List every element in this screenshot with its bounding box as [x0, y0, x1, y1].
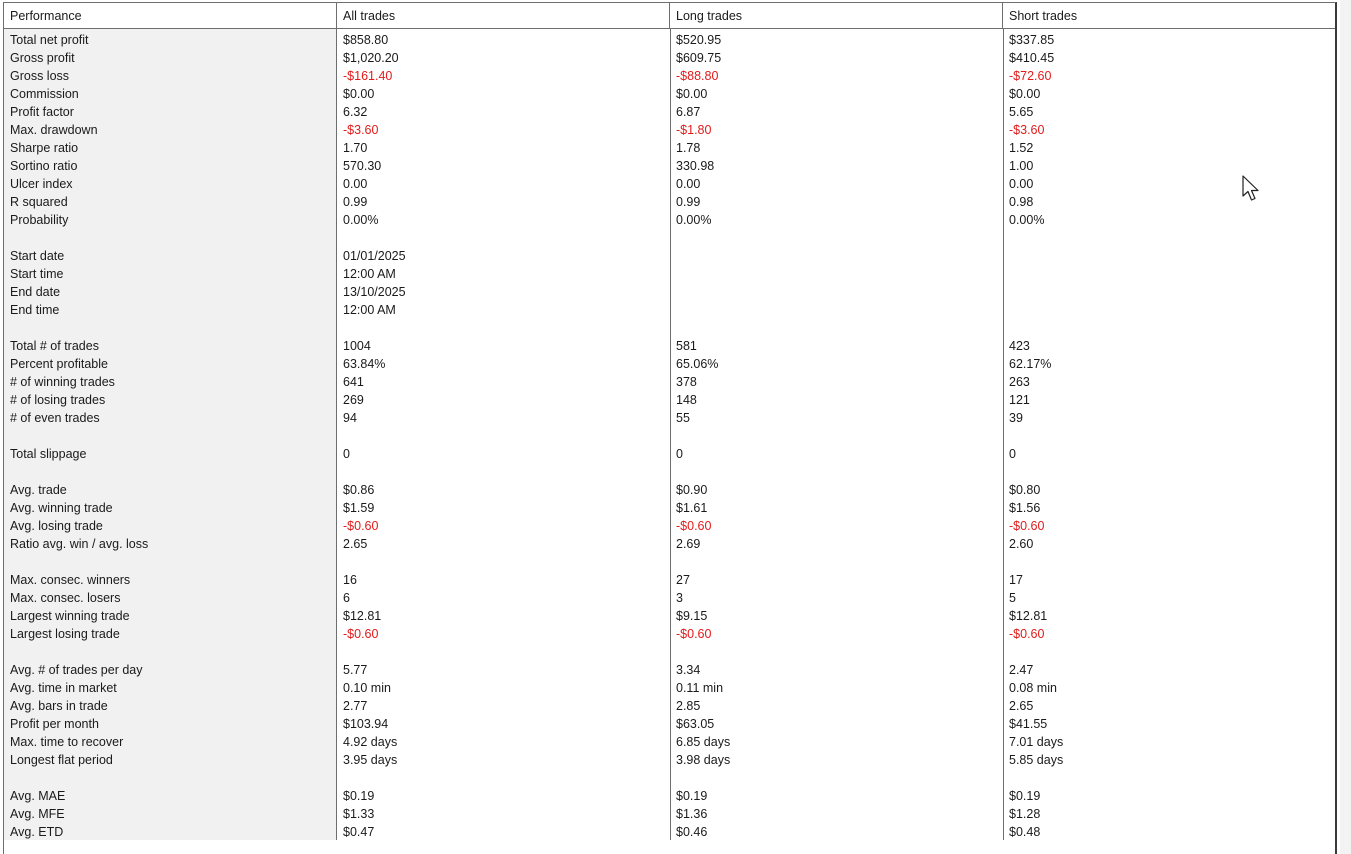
row-label: [4, 319, 337, 337]
all-trades-value: 3.95 days: [343, 753, 398, 767]
table-row: [4, 697, 1338, 715]
table-row: [4, 589, 1338, 607]
short-trades-value: 2.47: [1009, 663, 1034, 677]
all-trades-value: -$0.60: [343, 627, 379, 641]
short-trades-value: 0.98: [1009, 195, 1034, 209]
long-trades-value: -$1.80: [676, 123, 712, 137]
row-label: # of winning trades: [10, 375, 115, 389]
short-trades-value: 0.08 min: [1009, 681, 1057, 695]
long-trades-value: 330.98: [676, 159, 715, 173]
row-label: Avg. trade: [10, 483, 67, 497]
all-trades-value: $0.47: [343, 825, 375, 839]
column-header-short-trades[interactable]: Short trades: [1009, 9, 1078, 23]
row-label: Max. consec. losers: [10, 591, 121, 605]
all-trades-value: $0.86: [343, 483, 375, 497]
table-row: [4, 139, 1338, 157]
short-trades-value: $0.48: [1009, 825, 1041, 839]
row-label: Largest winning trade: [10, 609, 130, 623]
row-label: Profit factor: [10, 105, 74, 119]
all-trades-value: 16: [343, 573, 357, 587]
table-row: [4, 301, 1338, 319]
all-trades-value: 12:00 AM: [343, 267, 396, 281]
table-header: [4, 3, 1335, 29]
short-trades-value: 1.00: [1009, 159, 1034, 173]
row-label: End time: [10, 303, 60, 317]
all-trades-value: 63.84%: [343, 357, 386, 371]
table-row: [4, 265, 1338, 283]
column-header-long-trades[interactable]: Long trades: [670, 3, 1003, 29]
all-trades-value: -$161.40: [343, 69, 393, 83]
short-trades-value: 2.60: [1009, 537, 1034, 551]
table-row: [4, 175, 1338, 193]
table-row: [4, 409, 1338, 427]
long-trades-value: -$88.80: [676, 69, 719, 83]
table-spacer-row: [4, 319, 1338, 337]
row-label: Profit per month: [10, 717, 99, 731]
row-label: Avg. losing trade: [10, 519, 103, 533]
all-trades-value: 0.99: [343, 195, 368, 209]
all-trades-value: 12:00 AM: [343, 303, 396, 317]
long-trades-value: 0.99: [676, 195, 701, 209]
table-row: [4, 661, 1338, 679]
all-trades-value: 5.77: [343, 663, 368, 677]
long-trades-value: [670, 319, 1003, 337]
row-label: Max. consec. winners: [10, 573, 131, 587]
table-row: [4, 517, 1338, 535]
table-row: [4, 355, 1338, 373]
long-trades-value: [670, 769, 1003, 787]
row-label: Avg. MAE: [10, 789, 66, 803]
long-trades-value: [670, 463, 1003, 481]
short-trades-value: 7.01 days: [1009, 735, 1064, 749]
table-row: [4, 481, 1338, 499]
column-header-performance[interactable]: Performance: [4, 3, 337, 29]
long-trades-value: 581: [676, 339, 697, 353]
short-trades-value: 0.00: [1009, 177, 1034, 191]
all-trades-value: 0: [343, 447, 350, 461]
long-trades-value: [670, 301, 1003, 319]
short-trades-value: 2.65: [1009, 699, 1034, 713]
long-trades-value: $1.61: [676, 501, 708, 515]
short-trades-value: [1003, 301, 1338, 319]
long-trades-value: 3: [676, 591, 683, 605]
row-label: Commission: [10, 87, 79, 101]
short-trades-value: [1003, 229, 1338, 247]
row-label: Sharpe ratio: [10, 141, 79, 155]
long-trades-value: $1.36: [676, 807, 708, 821]
row-label: [4, 769, 337, 787]
row-label: Avg. MFE: [10, 807, 65, 821]
long-trades-value: 6.87: [676, 105, 701, 119]
long-trades-value: $0.90: [676, 483, 708, 497]
long-trades-value: [670, 247, 1003, 265]
long-trades-value: $0.00: [676, 87, 708, 101]
table-row: [4, 679, 1338, 697]
all-trades-value: [337, 769, 670, 787]
all-trades-value: 1004: [343, 339, 371, 353]
all-trades-value: 0.00%: [343, 213, 379, 227]
row-label: Gross loss: [10, 69, 70, 83]
short-trades-value: $1.56: [1009, 501, 1041, 515]
row-label: Longest flat period: [10, 753, 113, 767]
all-trades-value: 269: [343, 393, 364, 407]
row-label: R squared: [10, 195, 68, 209]
short-trades-value: [1003, 265, 1338, 283]
short-trades-value: [1003, 247, 1338, 265]
short-trades-value: 5: [1009, 591, 1016, 605]
row-label: Gross profit: [10, 51, 75, 65]
short-trades-value: -$72.60: [1009, 69, 1052, 83]
row-label: Start date: [10, 249, 65, 263]
row-label: # of even trades: [10, 411, 100, 425]
table-body: [4, 29, 1335, 840]
table-spacer-row: [4, 553, 1338, 571]
all-trades-value: 0.00: [343, 177, 368, 191]
long-trades-value: 2.69: [676, 537, 701, 551]
long-trades-value: [670, 643, 1003, 661]
row-label: Probability: [10, 213, 69, 227]
long-trades-value: 0.00: [676, 177, 701, 191]
short-trades-value: 0.00%: [1009, 213, 1045, 227]
short-trades-value: $0.80: [1009, 483, 1041, 497]
short-trades-value: 5.85 days: [1009, 753, 1064, 767]
long-trades-value: -$0.60: [676, 627, 712, 641]
table-row: [4, 499, 1338, 517]
long-trades-value: -$0.60: [676, 519, 712, 533]
row-label: Avg. winning trade: [10, 501, 113, 515]
short-trades-value: $337.85: [1009, 33, 1055, 47]
short-trades-value: $410.45: [1009, 51, 1055, 65]
long-trades-value: 0: [676, 447, 683, 461]
long-trades-value: $63.05: [676, 717, 715, 731]
row-label: [4, 229, 337, 247]
all-trades-value: [337, 553, 670, 571]
short-trades-value: -$0.60: [1009, 627, 1045, 641]
all-trades-value: 641: [343, 375, 364, 389]
table-row: [4, 247, 1338, 265]
short-trades-value: 17: [1009, 573, 1023, 587]
row-label: Max. drawdown: [10, 123, 98, 137]
all-trades-value: $1.33: [343, 807, 375, 821]
short-trades-value: [1003, 283, 1338, 301]
table-row: [4, 67, 1338, 85]
short-trades-value: [1003, 427, 1338, 445]
row-label: [4, 553, 337, 571]
all-trades-value: $0.19: [343, 789, 375, 803]
short-trades-value: [1003, 769, 1338, 787]
long-trades-value: $520.95: [676, 33, 722, 47]
all-trades-value: $0.00: [343, 87, 375, 101]
table-spacer-row: [4, 643, 1338, 661]
row-label: Largest losing trade: [10, 627, 120, 641]
long-trades-value: 1.78: [676, 141, 701, 155]
table-row: [4, 391, 1338, 409]
row-label: Avg. # of trades per day: [10, 663, 143, 677]
short-trades-value: 121: [1009, 393, 1030, 407]
row-label: Ratio avg. win / avg. loss: [10, 537, 149, 551]
table-row: [4, 823, 1338, 841]
table-row: [4, 121, 1338, 139]
all-trades-value: $1.59: [343, 501, 375, 515]
long-trades-value: 0.00%: [676, 213, 712, 227]
all-trades-value: 0.10 min: [343, 681, 391, 695]
short-trades-value: 1.52: [1009, 141, 1034, 155]
long-trades-value: [670, 283, 1003, 301]
long-trades-value: 65.06%: [676, 357, 719, 371]
short-trades-value: $12.81: [1009, 609, 1048, 623]
all-trades-value: 4.92 days: [343, 735, 398, 749]
mouse-pointer-icon: [1242, 175, 1262, 203]
table-row: [4, 607, 1338, 625]
short-trades-value: [1003, 463, 1338, 481]
table-row: [4, 103, 1338, 121]
all-trades-value: [337, 319, 670, 337]
all-trades-value: $858.80: [343, 33, 389, 47]
row-label: Max. time to recover: [10, 735, 124, 749]
table-row: [4, 571, 1338, 589]
row-label: [4, 427, 337, 445]
table-row: [4, 157, 1338, 175]
long-trades-value: 55: [676, 411, 690, 425]
table-spacer-row: [4, 463, 1338, 481]
long-trades-value: 27: [676, 573, 690, 587]
long-trades-value: $0.46: [676, 825, 708, 839]
row-label: Sortino ratio: [10, 159, 78, 173]
row-label: Ulcer index: [10, 177, 73, 191]
all-trades-value: [337, 427, 670, 445]
table-row: [4, 445, 1338, 463]
long-trades-value: [670, 229, 1003, 247]
long-trades-value: $9.15: [676, 609, 708, 623]
row-label: Percent profitable: [10, 357, 108, 371]
table-row: [4, 733, 1338, 751]
row-label: Total slippage: [10, 447, 87, 461]
table-row: [4, 535, 1338, 553]
long-trades-value: [670, 553, 1003, 571]
all-trades-value: 2.65: [343, 537, 368, 551]
short-trades-value: $0.19: [1009, 789, 1041, 803]
short-trades-value: 62.17%: [1009, 357, 1052, 371]
short-trades-value: 263: [1009, 375, 1030, 389]
all-trades-value: $103.94: [343, 717, 389, 731]
table-row: [4, 625, 1338, 643]
all-trades-value: -$0.60: [343, 519, 379, 533]
table-row: [4, 751, 1338, 769]
all-trades-value: 6: [343, 591, 350, 605]
row-label: Total net profit: [10, 33, 89, 47]
row-label: End date: [10, 285, 61, 299]
short-trades-value: [1003, 553, 1338, 571]
long-trades-value: 6.85 days: [676, 735, 731, 749]
all-trades-value: 01/01/2025: [343, 249, 406, 263]
long-trades-value: $0.19: [676, 789, 708, 803]
short-trades-value: 423: [1009, 339, 1030, 353]
table-row: [4, 211, 1338, 229]
short-trades-value: $1.28: [1009, 807, 1041, 821]
table-row: [4, 283, 1338, 301]
table-spacer-row: [4, 769, 1338, 787]
all-trades-value: [337, 229, 670, 247]
row-label: # of losing trades: [10, 393, 106, 407]
long-trades-value: 378: [676, 375, 697, 389]
row-label: Avg. ETD: [10, 825, 64, 839]
all-trades-value: 6.32: [343, 105, 368, 119]
column-header-all-trades[interactable]: All trades: [337, 3, 670, 29]
short-trades-value: $0.00: [1009, 87, 1041, 101]
all-trades-value: [337, 643, 670, 661]
short-trades-value: 5.65: [1009, 105, 1034, 119]
table-row: [4, 85, 1338, 103]
long-trades-value: 3.98 days: [676, 753, 731, 767]
all-trades-value: $1,020.20: [343, 51, 399, 65]
table-row: [4, 31, 1338, 49]
table-row: [4, 787, 1338, 805]
performance-table: [3, 2, 1337, 854]
long-trades-value: [670, 265, 1003, 283]
long-trades-value: $609.75: [676, 51, 722, 65]
all-trades-value: -$3.60: [343, 123, 379, 137]
table-row: [4, 805, 1338, 823]
table-spacer-row: [4, 229, 1338, 247]
row-label: [4, 643, 337, 661]
all-trades-value: 570.30: [343, 159, 382, 173]
table-row: [4, 49, 1338, 67]
table-row: [4, 373, 1338, 391]
table-row: [4, 337, 1338, 355]
short-trades-value: [1003, 319, 1338, 337]
row-label: Avg. time in market: [10, 681, 117, 695]
short-trades-value: -$0.60: [1009, 519, 1045, 533]
row-label: Start time: [10, 267, 64, 281]
long-trades-value: 148: [676, 393, 697, 407]
all-trades-value: 13/10/2025: [343, 285, 406, 299]
short-trades-value: 39: [1009, 411, 1023, 425]
long-trades-value: 0.11 min: [676, 681, 724, 695]
short-trades-value: $41.55: [1009, 717, 1048, 731]
short-trades-value: 0: [1009, 447, 1016, 461]
all-trades-value: 2.77: [343, 699, 368, 713]
vertical-scrollbar[interactable]: [1340, 0, 1351, 854]
row-label: Avg. bars in trade: [10, 699, 108, 713]
long-trades-value: 3.34: [676, 663, 701, 677]
table-row: [4, 715, 1338, 733]
all-trades-value: $12.81: [343, 609, 382, 623]
row-label: [4, 463, 337, 481]
all-trades-value: 1.70: [343, 141, 368, 155]
all-trades-value: [337, 463, 670, 481]
table-row: [4, 193, 1338, 211]
short-trades-value: [1003, 643, 1338, 661]
long-trades-value: 2.85: [676, 699, 701, 713]
short-trades-value: -$3.60: [1009, 123, 1045, 137]
row-label: Total # of trades: [10, 339, 99, 353]
table-spacer-row: [4, 427, 1338, 445]
all-trades-value: 94: [343, 411, 357, 425]
long-trades-value: [670, 427, 1003, 445]
